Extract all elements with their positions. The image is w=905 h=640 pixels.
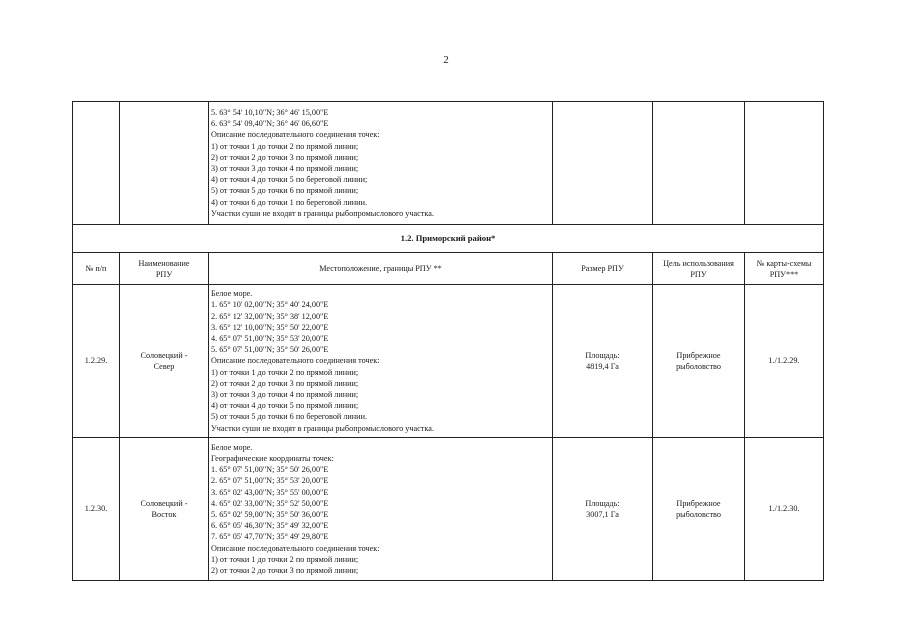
location-line: 3. 65° 12' 10,00"N; 35° 50' 22,00"E [211, 322, 329, 332]
location-line: 3) от точки 3 до точки 4 по прямой линии; [211, 390, 359, 399]
location-line: 4. 65° 02' 33,00"N; 35° 52' 50,00"E [211, 498, 329, 508]
row-size-line1: Площадь: [585, 499, 620, 508]
continuation-purpose-cell [653, 102, 745, 225]
location-line: 2. 65° 12' 32,00"N; 35° 38' 12,00"E [211, 311, 329, 321]
row-purpose [653, 438, 745, 581]
location-line: Описание последовательного соединения точек: [211, 356, 380, 366]
row-purpose-line1: Прибрежное [676, 351, 721, 360]
location-line: 2) от точки 2 до точки 3 по прямой линии; [211, 152, 359, 162]
header-row [73, 253, 824, 285]
location-line: 5) от точки 5 до точки 6 по береговой линии. [211, 412, 367, 422]
location-line: 4) от точки 4 до точки 5 по прямой линии; [211, 401, 359, 411]
row-name-line2: Север [153, 362, 175, 371]
header-size: Размер РПУ [553, 253, 653, 285]
location-line: 6. 63° 54' 09,40"N; 36° 46' 06,60"E [211, 119, 329, 129]
row-num: 1.2.30. [73, 438, 120, 581]
location-line: 3. 65° 02' 43,00"N; 35° 55' 00,00"E [211, 487, 329, 497]
page-number: 2 [443, 54, 449, 66]
location-line: 1) от точки 1 до точки 2 по прямой линии; [211, 554, 359, 564]
location-line: 1. 65° 07' 51,00"N; 35° 50' 26,00"E [211, 465, 329, 475]
row-size [553, 438, 653, 581]
row-name [120, 285, 209, 438]
continuation-map-cell [745, 102, 824, 225]
table-row [73, 285, 824, 438]
location-line: Описание последовательного соединения точек: [211, 130, 380, 140]
row-location [209, 285, 553, 438]
row-size-line2: 4819,4 Га [586, 362, 619, 371]
row-purpose-line2: рыболовство [676, 362, 721, 371]
location-line: Белое море. [211, 289, 253, 299]
row-purpose-line1: Прибрежное [676, 499, 721, 508]
header-num: № п/п [73, 253, 120, 285]
location-line: 5. 65° 02' 59,00"N; 35° 50' 36,00"E [211, 510, 329, 519]
continuation-size-cell [553, 102, 653, 225]
continuation-name-cell [120, 102, 209, 225]
row-size-line1: Площадь: [585, 351, 620, 360]
header-purpose-line2: РПУ [690, 269, 707, 279]
table-row [73, 438, 824, 581]
location-line: 2. 65° 07' 51,00"N; 35° 53' 20,00"E [211, 476, 329, 486]
row-num: 1.2.29. [73, 285, 120, 438]
location-line: 1. 65° 10' 02,00"N; 35° 40' 24,00"E [211, 300, 329, 310]
header-location: Местоположение, границы РПУ ** [209, 253, 553, 285]
header-name-line2: РПУ [155, 269, 173, 279]
header-name [120, 253, 209, 285]
location-line: Участки суши не входят в границы рыбопромыслового участка. [211, 208, 434, 218]
header-purpose-line1: Цель использования [663, 258, 734, 268]
rpu-table [72, 101, 824, 581]
continuation-num-cell [73, 102, 120, 225]
row-name-line2: Восток [151, 510, 177, 519]
location-line: Участки суши не входят в границы рыбопромыслового участка. [211, 423, 434, 433]
header-map [745, 253, 824, 285]
location-line: 1) от точки 1 до точки 2 по прямой линии; [211, 367, 359, 377]
header-name-line1: Наименование [138, 258, 190, 268]
row-purpose-line2: рыболовство [676, 510, 721, 519]
continuation-location-cell [209, 102, 553, 225]
row-name [120, 438, 209, 581]
location-line: Белое море. [211, 442, 253, 452]
section-title: 1.2. Приморский район* [73, 225, 824, 253]
location-line: 4) от точки 4 до точки 5 по береговой линии; [211, 175, 368, 185]
header-map-line1: № карты-схемы [756, 258, 812, 268]
location-line: Описание последовательного соединения точек: [211, 543, 380, 553]
location-line: 4) от точки 6 до точки 1 по береговой линии. [211, 197, 367, 207]
row-location [209, 438, 553, 581]
row-size-line2: 3007,1 Га [586, 510, 619, 519]
location-line: 4. 65° 07' 51,00"N; 35° 53' 20,00"E [211, 333, 329, 343]
row-name-line1: Соловецкий - [140, 499, 188, 508]
location-line: 2) от точки 2 до точки 3 по прямой линии; [211, 566, 359, 576]
location-line: 5. 63° 54' 10,10"N; 36° 46' 15,00"E [211, 107, 329, 117]
row-size [553, 285, 653, 438]
location-line: 5) от точки 5 до точки 6 по прямой линии; [211, 186, 359, 196]
row-map: 1./1.2.29. [745, 285, 824, 438]
location-line: 1) от точки 1 до точки 2 по прямой линии; [211, 141, 359, 151]
location-line: 3) от точки 3 до точки 4 по прямой линии; [211, 164, 359, 173]
row-purpose [653, 285, 745, 438]
location-line: 7. 65° 05' 47,70"N; 35° 49' 29,80"E [211, 532, 329, 542]
location-line: 2) от точки 2 до точки 3 по прямой линии; [211, 378, 359, 388]
section-row [73, 225, 824, 253]
header-purpose [653, 253, 745, 285]
location-line: 6. 65° 05' 46,30"N; 35° 49' 32,00"E [211, 521, 329, 531]
row-map: 1./1.2.30. [745, 438, 824, 581]
location-line: 5. 65° 07' 51,00"N; 35° 50' 26,00"E [211, 345, 329, 355]
row-name-line1: Соловецкий - [140, 351, 188, 360]
location-line: Географические координаты точек: [211, 453, 334, 463]
header-map-line2: РПУ*** [769, 269, 799, 279]
continuation-row [73, 102, 824, 225]
